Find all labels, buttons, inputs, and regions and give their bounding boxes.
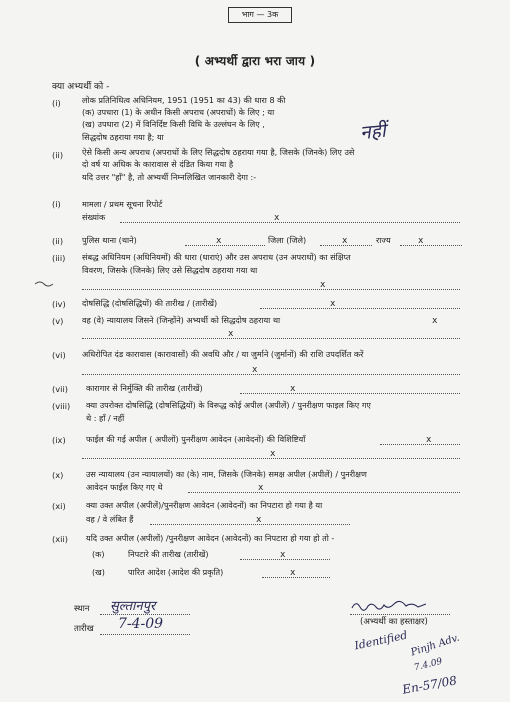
detail-number: (xii) <box>52 534 68 544</box>
margin-mark <box>34 280 54 288</box>
detail-number: (i) <box>52 199 61 209</box>
detail-label: क्या उक्त अपील (अपीलें)/पुनरीक्षण आवेदन (आवेदनों) का निपटारा हो गया है या <box>86 500 323 510</box>
fill-line <box>400 245 462 246</box>
handwritten-x: x <box>290 568 296 578</box>
fill-line <box>150 524 350 525</box>
item-number: (ii) <box>52 150 64 160</box>
place-label: स्थान <box>74 604 90 614</box>
fill-line <box>100 614 190 615</box>
detail-number: (v) <box>52 316 64 326</box>
handwritten-x: x <box>330 299 336 309</box>
item-line: लोक प्रतिनिधित्व अधिनियम, 1951 (1951 का 43) की धारा 8 की <box>82 95 286 105</box>
detail-number: (x) <box>52 470 64 480</box>
fill-line <box>82 338 460 339</box>
handwritten-identified: Identified <box>353 628 409 653</box>
detail-number: (iii) <box>52 253 66 263</box>
handwritten-x: x <box>418 236 424 246</box>
handwritten-x: x <box>256 515 262 525</box>
fill-line <box>262 577 330 578</box>
handwritten-nahi: नहीं <box>359 119 387 145</box>
handwritten-x: x <box>228 329 234 339</box>
fill-line <box>82 289 460 290</box>
detail-label: वह (वे) न्यायालय जिसने (जिन्होंने) अभ्यर्थी को सिद्धदोष ठहराया था <box>82 315 281 325</box>
detail-label: दोषसिद्धि (दोषसिद्धियों) की तारीख / (तारीखें) <box>82 298 218 308</box>
detail-number: (vii) <box>52 384 68 394</box>
handwritten-x: x <box>432 316 438 326</box>
item-line: (क) उपधारा (1) के अधीन किसी अपराध (अपराधों) के लिए ; या <box>82 107 275 117</box>
detail-label: मामला / प्रथम सूचना रिपोर्ट <box>82 199 163 209</box>
signature-label: (अभ्यर्थी का हस्ताक्षर) <box>360 617 428 627</box>
handwritten-advocate: Pinjh Adv. <box>409 632 461 659</box>
detail-label: उस न्यायालय (उन न्यायालयों) का (के) नाम, जिसके (जिनके) समक्ष अपील (अपीलें) / पुनरीक्षण <box>86 469 367 479</box>
fill-line <box>120 222 460 223</box>
detail-label: कारागार से निर्मुक्ति की तारीख (तारीखें) <box>86 383 203 393</box>
detail-sub: वह / वे लंबित हैं <box>86 514 134 524</box>
fill-line <box>100 634 190 635</box>
detail-mid-label: जिला (जिले) <box>268 235 307 245</box>
detail-number: (viii) <box>52 401 71 411</box>
detail-label: संबद्ध अधिनियम (अधिनियमों) की धारा (धाराएं) और उस अपराध (उन अपराधों) का संक्षिप्त <box>82 252 351 262</box>
handwritten-x: x <box>270 449 276 459</box>
intro-question: क्या अभ्यर्थी को - <box>52 82 110 92</box>
signature-line <box>350 614 450 615</box>
item-line: दो वर्ष या अधिक के कारावास से दंडित किया गया है <box>82 159 234 169</box>
fill-line <box>380 444 460 445</box>
fill-line <box>185 245 265 246</box>
form-subtitle: ( अभ्यर्थी द्वारा भरा जाय ) <box>194 54 316 68</box>
handwritten-place: सुल्तानपुर <box>110 599 156 614</box>
detail-label: क्या उपरोक्त दोषसिद्धि (दोषसिद्धियों) के विरूद्ध कोई अपील (अपीलें) / पुनरीक्षण फाइल किए गए <box>86 400 371 410</box>
handwritten-x: x <box>342 236 348 246</box>
detail-number: (iv) <box>52 299 66 309</box>
item-line: सिद्धदोष ठहराया गया है; या <box>82 132 164 142</box>
handwritten-x: x <box>280 550 286 560</box>
item-number: (i) <box>52 98 61 108</box>
detail-number: (xi) <box>52 501 66 511</box>
detail-sub: विवरण, जिसके (जिनके) लिए उसे सिद्धदोष ठहराया गया था <box>82 265 258 275</box>
handwritten-x: x <box>274 213 280 223</box>
detail-number: (vi) <box>52 350 66 360</box>
item-line: यदि उत्तर "हाँ" है, तो अभ्यर्थी निम्नलिखित जानकारी देगा :- <box>82 172 257 182</box>
detail-number: (ii) <box>52 236 64 246</box>
detail-sub: आवेदन फाईल किए गए थे <box>86 482 163 492</box>
handwritten-date: 7-4-09 <box>118 616 164 632</box>
fill-line <box>240 393 460 394</box>
date-label: तारीख <box>74 624 94 634</box>
detail-mid-label: राज्य <box>376 235 391 245</box>
handwritten-advocate-date: 7.4.09 <box>413 656 444 674</box>
fill-line <box>188 492 460 493</box>
handwritten-x: x <box>252 365 258 375</box>
detail-sub-number: (क) <box>92 549 105 559</box>
detail-sub: संख्यांक <box>82 212 106 222</box>
handwritten-x: x <box>426 435 432 445</box>
handwritten-x: x <box>290 384 296 394</box>
part-title-box: भाग — 3क <box>228 7 292 23</box>
detail-label: पुलिस थाना (थाने) <box>82 235 137 245</box>
handwritten-registration: En-57/08 <box>401 673 458 697</box>
detail-sub-number: (ख) <box>92 567 105 577</box>
candidate-signature <box>350 598 430 614</box>
detail-label: यदि उक्त अपील (अपीलों) /पुनरीक्षण आवेदन (आवेदनों) का निपटारा हो गया हो तो - <box>86 533 335 543</box>
handwritten-x: x <box>320 280 326 290</box>
detail-label: अधिरोपित दंड कारावास (कारावासों) की अवधि और / या जुर्माने (जुर्मानों) की राशि उपदर्शित करें <box>82 349 364 359</box>
item-line: ऐसे किसी अन्य अपराध (अपराधों के लिए सिद्धदोष ठहराया गया है, जिसके (जिनके) लिए उसे <box>82 147 355 157</box>
detail-number: (ix) <box>52 435 66 445</box>
fill-line <box>260 308 460 309</box>
handwritten-x: x <box>216 236 222 246</box>
detail-sub-label: पारित आदेश (आदेश की प्रकृति) <box>128 567 224 577</box>
item-line: (ख) उपधारा (2) में विनिर्दिष्ट किसी विधि के उल्लंघन के लिए , <box>82 119 265 129</box>
handwritten-x: x <box>258 483 264 493</box>
detail-sub: थे : हाँ / नहीं <box>86 413 125 423</box>
detail-label: फाईल की गई अपील ( अपीलों) पुनरीक्षण आवेदन (आवेदनों) की विशिष्टियाँ <box>86 434 306 444</box>
fill-line <box>82 374 460 375</box>
detail-sub-label: निपटारे की तारीख (तारीखें) <box>128 549 209 559</box>
